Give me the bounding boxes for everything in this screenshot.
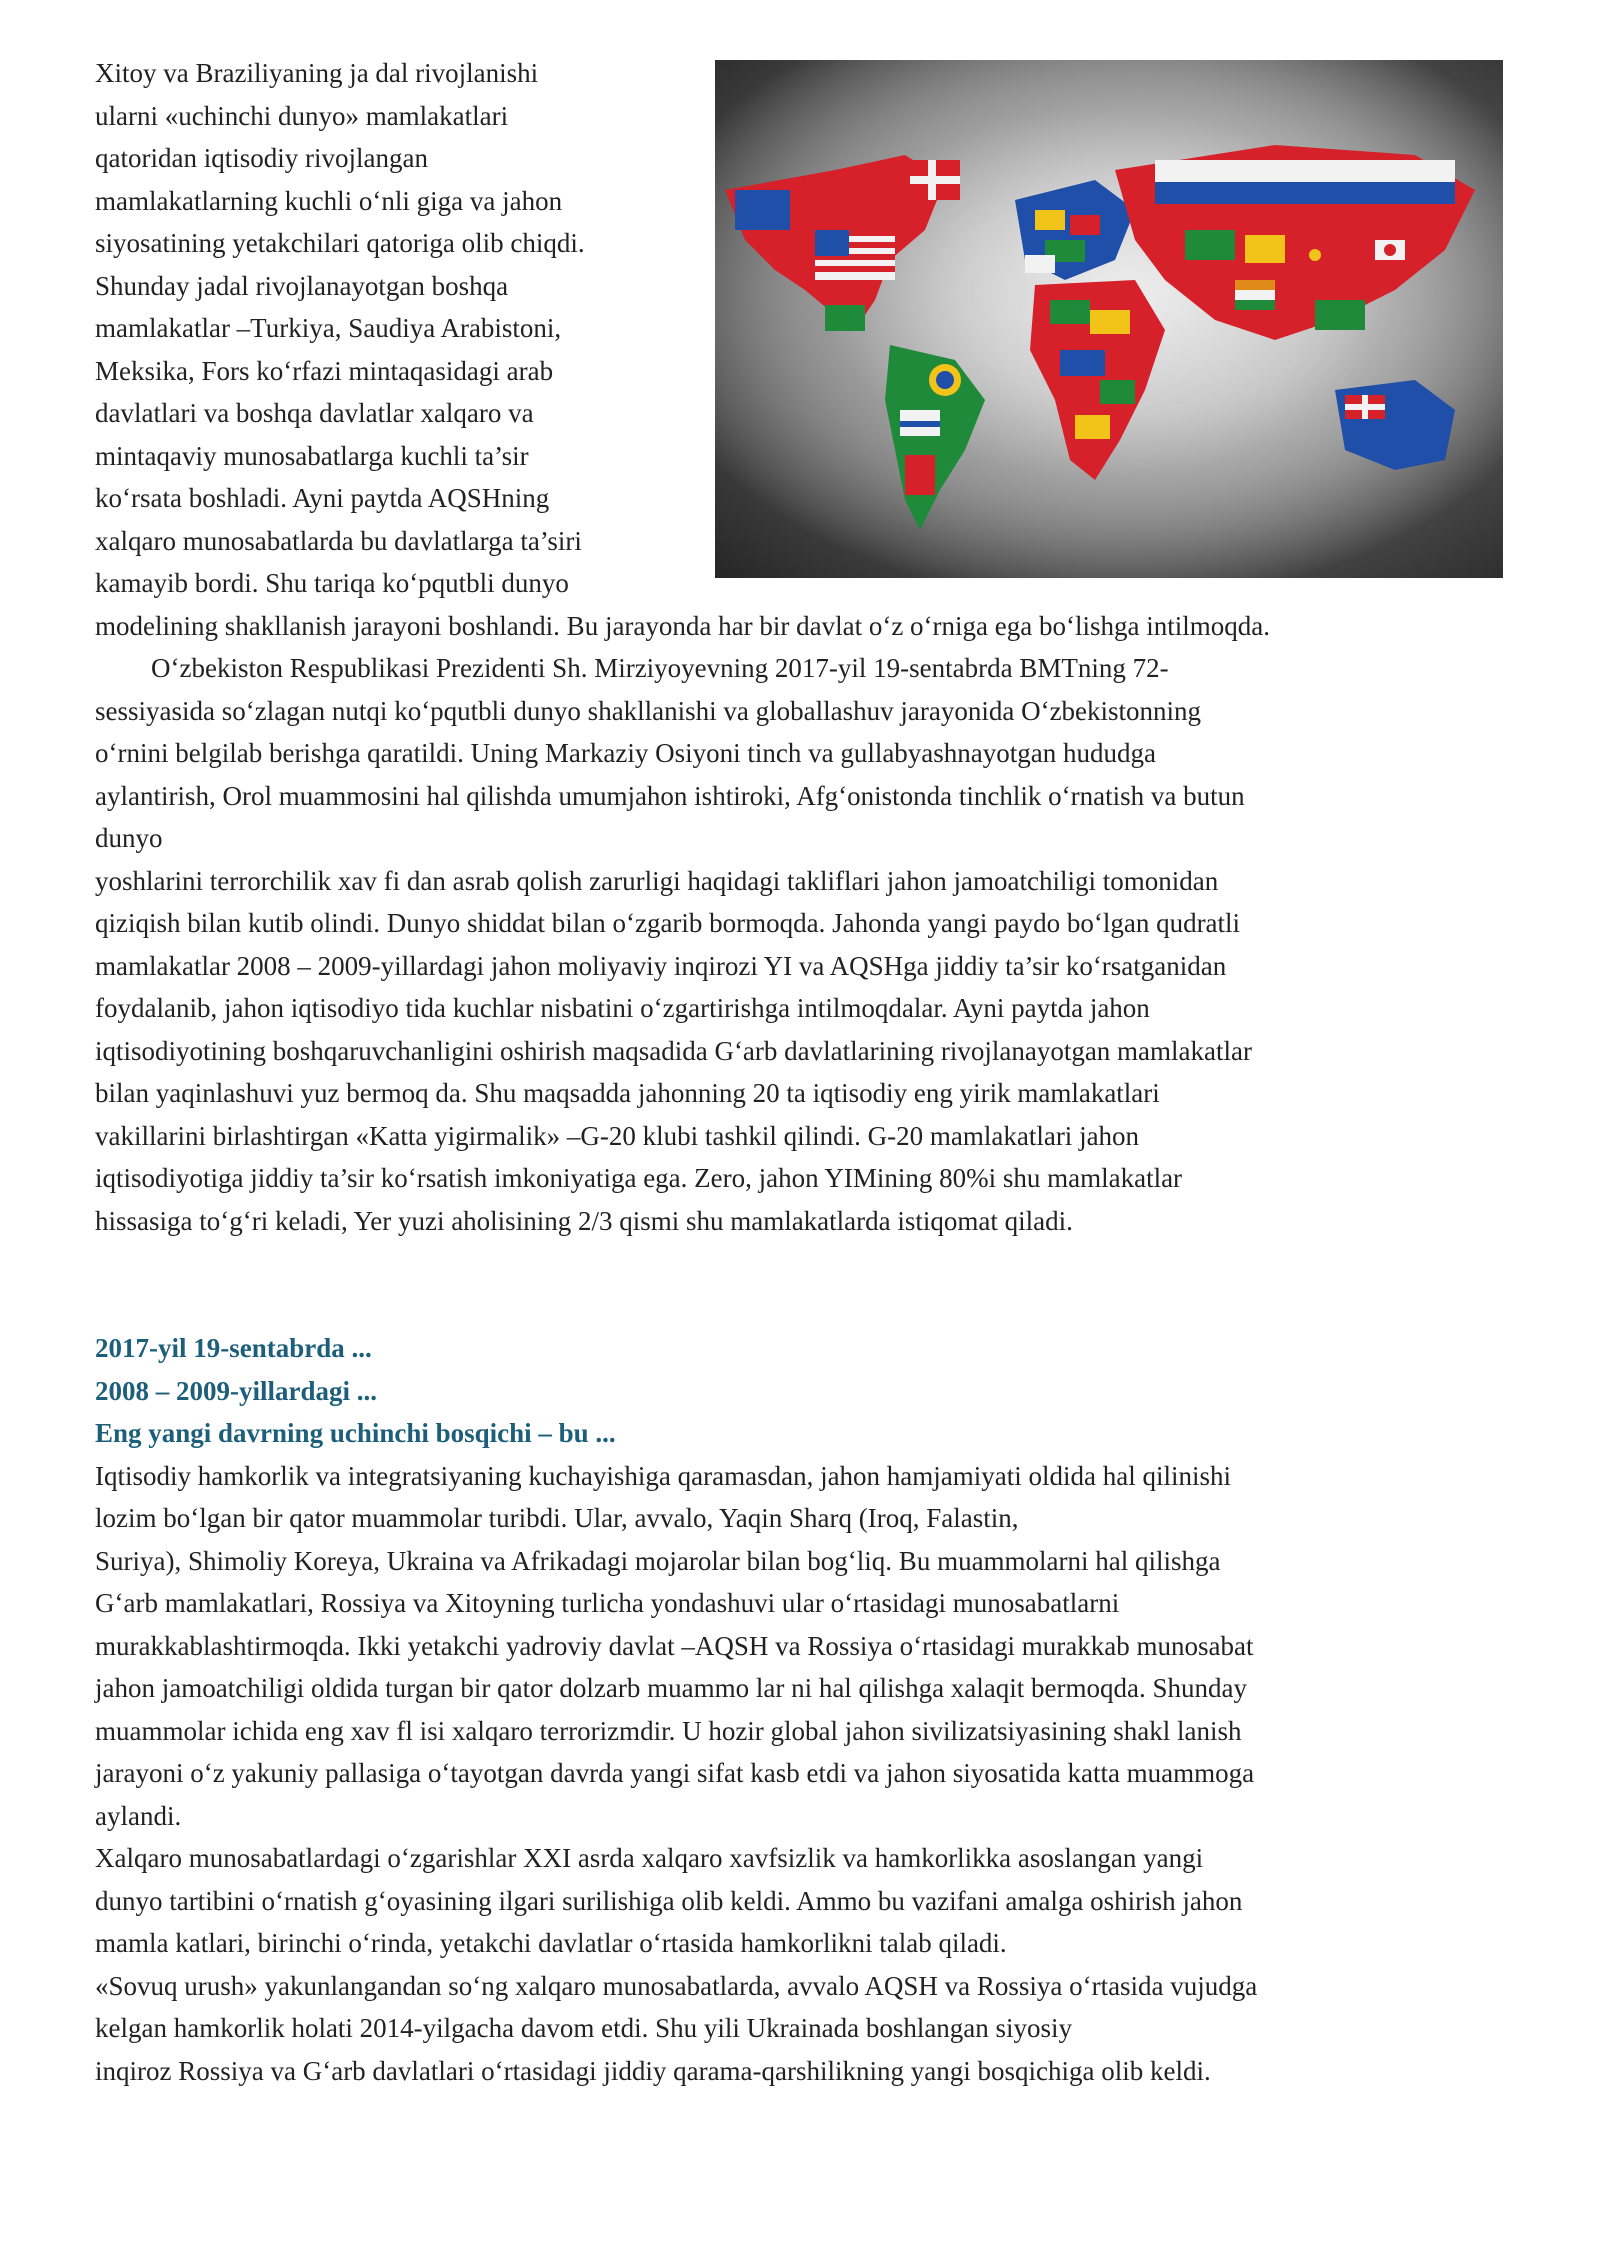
intro-line: ularni «uchinchi dunyo» mamlakatlari xyxy=(95,100,509,131)
body-line: mamlakatlar 2008 – 2009-yillardagi jahon moliyaviy inqirozi YI va AQSHga jiddiy ta’sir koʻrsatganidan xyxy=(95,950,1227,981)
body-line: muammolar ichida eng xav fl isi xalqaro terrorizmdir. U hozir global jahon sivilizatsiyasining shakl lanish xyxy=(95,1715,1242,1746)
intro-line: mamlakatlarning kuchli oʻnli giga va jahon xyxy=(95,185,563,216)
body-line: qiziqish bilan kutib olindi. Dunyo shiddat bilan oʻzgarib bormoqda. Jahonda yangi paydo boʻlgan qudratli xyxy=(95,908,1241,938)
body-line: Xalqaro munosabatlardagi oʻzgarishlar XXI asrda xalqaro xavfsizlik va hamkorlikka asoslangan yangi xyxy=(95,1843,1204,1873)
intro-line: kamayib bordi. Shu tariqa koʻpqutbli dunyo xyxy=(95,568,569,598)
question-heading: Eng yangi davrning uchinchi bosqichi – bu ... xyxy=(95,1418,616,1448)
document-page xyxy=(95,52,1505,2092)
body-line: dunyo tartibini oʻrnatish gʻoyasining ilgari surilishiga olib keldi. Ammo bu vazifani amalga oshirish jahon xyxy=(95,1885,1243,1916)
body-line: Oʻzbekiston Respublikasi Prezidenti Sh. Mirziyoyevning 2017-yil 19-sentabrda BMTning 72- xyxy=(151,653,1169,683)
body-line: «Sovuq urush» yakunlangandan soʻng xalqaro munosabatlarda, avvalo AQSH va Rossiya oʻrtasida vujudga xyxy=(95,1970,1258,2001)
question-heading: 2008 – 2009-yillardagi ... xyxy=(95,1375,377,1406)
body-line: yoshlarini terrorchilik xav fi dan asrab qolish zarurligi haqidagi takliflari jahon jamoatchiligi tomonidan xyxy=(95,865,1219,896)
section-gap xyxy=(95,1242,1505,1327)
body-line: dunyo xyxy=(95,823,163,853)
world-map-flags-icon xyxy=(715,60,1503,578)
question-heading: 2017-yil 19-sentabrda ... xyxy=(95,1333,372,1363)
body-line: inqiroz Rossiya va Gʻarb davlatlari oʻrtasidagi jiddiy qarama-qarshilikning yangi bosqichiga olib keldi. xyxy=(95,2055,1211,2086)
body-line: foydalanib, jahon iqtisodiyo tida kuchlar nisbatini oʻzgartirishga intilmoqdalar. Ayni paytda jahon xyxy=(95,993,1150,1023)
body-line: hissasiga toʻgʻri keladi, Yer yuzi aholisining 2/3 qismi shu mamlakatlarda istiqomat qiladi. xyxy=(95,1205,1073,1236)
body-line: mamla katlari, birinchi oʻrinda, yetakchi davlatlar oʻrtasida hamkorlikni talab qiladi. xyxy=(95,1928,1007,1958)
body-line: iqtisodiyotining boshqaruvchanligini oshirish maqsadida Gʻarb davlatlarining rivojlanayotgan mamlakatlar xyxy=(95,1035,1252,1066)
body-line: kelgan hamkorlik holati 2014-yilgacha davom etdi. Shu yili Ukrainada boshlangan siyosiy xyxy=(95,2013,1073,2043)
body-line: murakkablashtirmoqda. Ikki yetakchi yadroviy davlat –AQSH va Rossiya oʻrtasidagi murakkab munosabat xyxy=(95,1630,1254,1661)
body-line: bilan yaqinlashuvi yuz bermoq da. Shu maqsadda jahonning 20 ta iqtisodiy eng yirik mamlakatlari xyxy=(95,1078,1160,1108)
body-line: sessiyasida soʻzlagan nutqi koʻpqutbli dunyo shakllanishi va globallashuv jarayonida Oʻzbekistonning xyxy=(95,695,1202,726)
intro-line: siyosatining yetakchilari qatoriga olib chiqdi. xyxy=(95,228,585,258)
body-line: aylantirish, Orol muammosini hal qilishda umumjahon ishtiroki, Afgʻonistonda tinchlik oʻrnatish va butun xyxy=(95,780,1245,811)
body-line: Suriya), Shimoliy Koreya, Ukraina va Afrikadagi mojarolar bilan bogʻliq. Bu muammolarni hal qilishga xyxy=(95,1545,1221,1576)
body-line: lozim boʻlgan bir qator muammolar turibdi. Ular, avvalo, Yaqin Sharq (Iroq, Falastin, xyxy=(95,1503,1019,1533)
intro-line: Shunday jadal rivojlanayotgan boshqa xyxy=(95,270,509,301)
body-line: vakillarini birlashtirgan «Katta yigirmalik» –G-20 klubi tashkil qilindi. G-20 mamlakatlari jahon xyxy=(95,1120,1140,1151)
intro-line: davlatlari va boshqa davlatlar xalqaro va xyxy=(95,398,534,428)
intro-line: koʻrsata boshladi. Ayni paytda AQSHning xyxy=(95,483,550,513)
world-map-flags-image xyxy=(715,60,1503,578)
intro-line: xalqaro munosabatlarda bu davlatlarga ta’siri xyxy=(95,525,582,556)
body-line: Gʻarb mamlakatlari, Rossiya va Xitoyning turlicha yondashuvi ular oʻrtasidagi munosabatlarni xyxy=(95,1588,1120,1618)
intro-line: qatoridan iqtisodiy rivojlangan xyxy=(95,143,428,173)
intro-line: mintaqaviy munosabatlarga kuchli ta’sir xyxy=(95,440,529,471)
body-line: oʻrnini belgilab berishga qaratildi. Uning Markaziy Osiyoni tinch va gullabyashnayotgan hududga xyxy=(95,738,1157,768)
intro-line: modelining shakllanish jarayoni boshlandi. Bu jarayonda har bir davlat oʻz oʻrniga ega boʻlishga intilmoqda. xyxy=(95,610,1270,641)
body-line: iqtisodiyotiga jiddiy ta’sir koʻrsatish imkoniyatiga ega. Zero, jahon YIMining 80%i shu mamlakatlar xyxy=(95,1163,1183,1193)
body-line: Iqtisodiy hamkorlik va integratsiyaning kuchayishiga qaramasdan, jahon hamjamiyati oldida hal qilinishi xyxy=(95,1460,1232,1491)
body-line: aylandi. xyxy=(95,1800,182,1831)
intro-line: mamlakatlar –Turkiya, Saudiya Arabistoni, xyxy=(95,313,562,343)
intro-line: Xitoy va Braziliyaning ja dal rivojlanishi xyxy=(95,58,539,88)
intro-line: Meksika, Fors koʻrfazi mintaqasidagi arab xyxy=(95,355,554,386)
body-line: jahon jamoatchiligi oldida turgan bir qator dolzarb muammo lar ni hal qilishga xalaqit bermoqda. Shunday xyxy=(95,1673,1247,1703)
body-line: jarayoni oʻz yakuniy pallasiga oʻtayotgan davrda yangi sifat kasb etdi va jahon siyosatida katta muammoga xyxy=(95,1758,1255,1788)
